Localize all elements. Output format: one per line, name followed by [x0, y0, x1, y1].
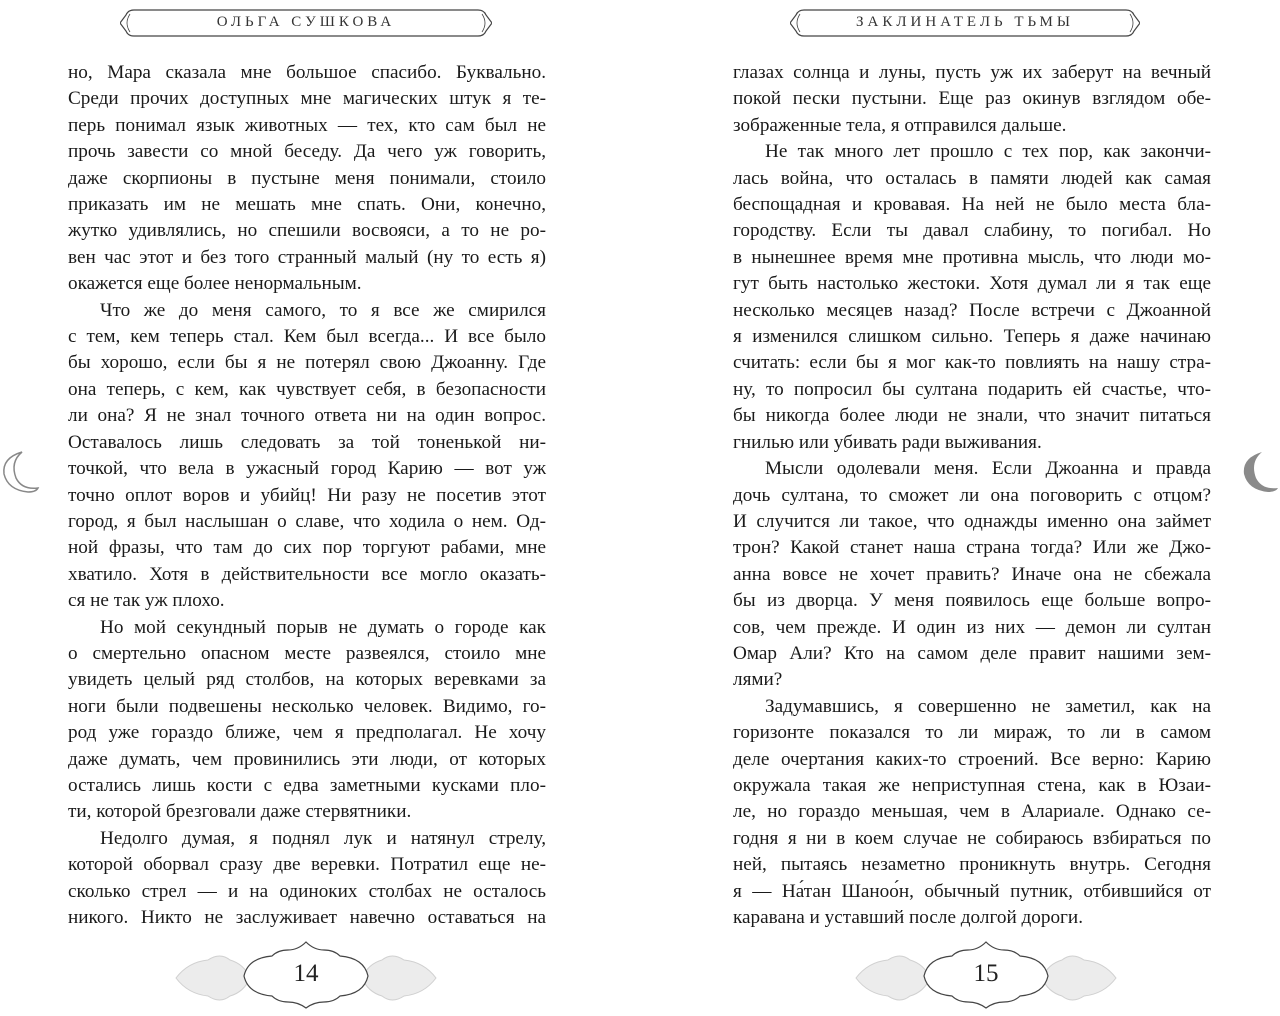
text-line: точно оплот воров и убийц! Ни разу не посетив этот — [68, 484, 546, 506]
text-line: которой оборвал сразу две веревки. Потратил еще не- — [68, 854, 546, 876]
text-line: горизонте показался то ли мираж, то ли в самом — [733, 722, 1211, 744]
left-body-text — [68, 60, 546, 931]
text-line: бы никогда более люди не знали, что значит питаться — [733, 405, 1211, 427]
text-line: в нынешнее время мне противна мысль, что люди мо- — [733, 246, 1211, 268]
text-line: ся не так уж плохо. — [68, 590, 225, 612]
text-line: деле очертания каких-то строений. Все верно: Карию — [733, 748, 1211, 770]
text-line: Оставалось лишь следовать за той тоненькой ни- — [68, 431, 546, 453]
text-line: анна вовсе не хочет править? Иначе она не сбежала — [733, 563, 1211, 585]
page-number: 15 — [973, 960, 999, 987]
text-line: лями? — [733, 669, 783, 691]
text-line: окажется еще более ненормальным. — [68, 273, 362, 295]
text-line: Но мой секундный порыв не думать о городе как — [100, 616, 546, 638]
text-line: о смертельно опасном месте развеялся, стоило мне — [68, 642, 546, 664]
right-page — [640, 0, 1280, 1016]
text-line: род уже гораздо ближе, чем я предполагал. Не хочу — [68, 722, 546, 744]
text-line: трон? Какой станет наша страна тогда? Или же Джо- — [733, 537, 1211, 559]
text-line: остались лишь кости с едва заметными кусками пло- — [68, 774, 546, 796]
text-line: И случится ли такое, что однажды именно она займет — [733, 510, 1211, 532]
text-line: с тем, кем теперь стал. Кем был всегда... И все было — [68, 326, 546, 348]
text-line: Омар Али? Кто на самом деле правит нашими зем- — [733, 642, 1211, 664]
running-header-right — [790, 6, 1140, 40]
text-line: бы хорошо, если бы я не потерял свою Джоанну. Где — [68, 352, 546, 374]
text-line: ли она? Я не знал точного ответа ни на один вопрос. — [68, 405, 546, 427]
text-line: дочь султана, то сможет ли она поговорить с отцом? — [733, 484, 1211, 506]
text-line: ти, которой брезговали даже стервятники. — [68, 801, 412, 823]
text-line: Задумавшись, я совершенно не заметил, как на — [765, 695, 1211, 717]
text-line: бы из дворца. У меня появилось еще больше вопро- — [733, 590, 1211, 612]
text-line: каравана и уставший после долгой дороги. — [733, 907, 1083, 928]
text-line: сколько стрел — и на одиноких столбах не осталось — [68, 880, 546, 902]
text-line: городству. Если ты давал слабину, то погибал. Но — [733, 220, 1211, 242]
text-line: вен час этот и без того странный малый (ну то есть я) — [68, 246, 546, 268]
text-line: зображенные тела, я отправился дальше. — [733, 114, 1067, 136]
text-line: Не так много лет прошло с тех пор, как закончи- — [765, 141, 1211, 163]
text-line: ле, но гораздо меньшая, чем в Алариале. Однако се- — [733, 801, 1211, 823]
text-line: увидеть целый ряд столбов, на которых веревками за — [68, 669, 546, 691]
left-footer — [168, 938, 444, 1010]
running-header-left — [120, 6, 492, 40]
text-line: прочь завести со мной беседу. Да чего уж говорить, — [68, 141, 546, 163]
text-line: я — На́тан Шаноо́н, обычный путник, отбившийся от — [733, 880, 1211, 902]
text-line: глазах солнца и луны, пусть уж их заберут на вечный — [733, 62, 1211, 83]
crescent-moon-filled-icon — [1240, 448, 1280, 496]
page-number: 14 — [293, 960, 319, 987]
text-line: она теперь, с кем, как чувствует себя, в безопасности — [68, 378, 546, 400]
right-footer — [848, 938, 1124, 1010]
text-line: даже скорпионы в пустыне меня понимали, стоило — [68, 167, 546, 189]
text-line: хватило. Хотя в действительности все могло оказать- — [68, 563, 546, 585]
text-line: жутко удивлялись, но спешили восвояси, а то не ро- — [68, 220, 546, 242]
text-line: город, я был наслышан о славе, что ходила о нем. Од- — [68, 510, 546, 532]
text-line: точкой, что вела в ужасный город Карию — вот уж — [68, 458, 546, 480]
text-line: но, Мара сказала мне большое спасибо. Буквально. — [68, 62, 546, 83]
text-line: перь понимал язык животных — тех, кто сам был не — [68, 114, 546, 136]
text-line: окружала такая же неприступная стена, как в Юзаи- — [733, 774, 1211, 796]
text-line: считать: если бы я мог как-то повлиять на нашу стра- — [733, 352, 1211, 374]
text-line: Среди прочих доступных мне магических штук я те- — [68, 88, 546, 110]
book-title: ЗАКЛИНАТЕЛЬ ТЬМЫ — [856, 14, 1074, 30]
text-line: даже думать, чем провинились эти люди, от которых — [68, 748, 546, 770]
text-line: Мысли одолевали меня. Если Джоанна и правда — [765, 458, 1211, 480]
right-body-text — [733, 60, 1211, 931]
crescent-moon-outline-icon — [0, 448, 40, 496]
book-author: ОЛЬГА СУШКОВА — [216, 14, 396, 30]
text-line: Недолго думая, я поднял лук и натянул стрелу, — [100, 827, 546, 849]
text-line: гут быть настолько жестоки. Хотя думал ли я так еще — [733, 273, 1211, 295]
text-line: беспощадная и кровавая. На ней не было места бла- — [733, 194, 1211, 216]
text-line: ну, то попросил бы султана подарить ей счастье, что- — [733, 378, 1211, 400]
text-line: лась война, что осталась в памяти людей как самая — [733, 167, 1211, 189]
text-line: гнилью или убивать ради выживания. — [733, 431, 1042, 453]
text-line: никого. Никто не заслуживает навечно оставаться на — [68, 907, 546, 928]
text-line: годня я ни в коем случае не собираюсь взбираться по — [733, 827, 1211, 849]
text-line: приказать им не мешать мне спать. Они, конечно, — [68, 194, 546, 216]
text-line: я изменился слишком сильно. Теперь я даже начинаю — [733, 326, 1211, 348]
text-line: Что же до меня самого, то я все же смирился — [100, 299, 546, 321]
text-line: покой пески пустыни. Еще раз окинув взглядом обе- — [733, 88, 1211, 110]
text-line: ной фразы, что там до сих пор торгуют рабами, мне — [68, 537, 546, 559]
text-line: несколько месяцев назад? После встречи с Джоанной — [733, 299, 1211, 321]
text-line: сов, чем прежде. И один из них — демон ли султан — [733, 616, 1211, 638]
text-line: ней, пытаясь незаметно проникнуть внутрь. Сегодня — [733, 854, 1211, 876]
text-line: ноги были подвешены несколько человек. Видимо, го- — [68, 695, 546, 717]
